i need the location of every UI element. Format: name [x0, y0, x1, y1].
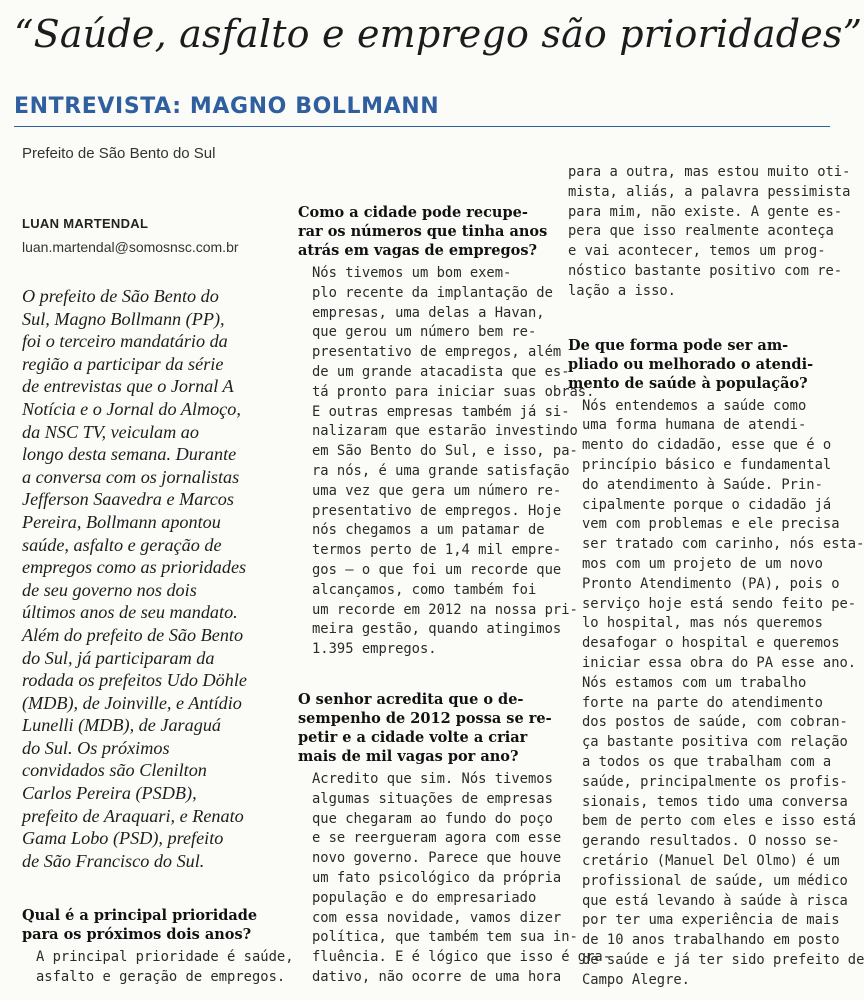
answer-3	[298, 770, 612, 988]
text-line: região a participar da série	[22, 353, 224, 374]
answer-3-continued	[568, 163, 851, 302]
text-line: gos – o que foi um recorde que	[312, 561, 562, 578]
text-line: sionais, temos tido uma conversa	[582, 793, 848, 810]
text-line: mento do cidadão, esse que é o	[582, 437, 832, 454]
text-line: saúde, asfalto e geração de	[22, 534, 222, 555]
text-line: mista, aliás, a palavra pessimista	[568, 183, 851, 200]
text-line: desafogar o hospital e queremos	[582, 635, 840, 652]
text-line: presentativo de empregos. Hoje	[312, 502, 562, 519]
text-line: Além do prefeito de São Bento	[22, 624, 244, 645]
text-line: serviço hoje está sendo feito pe-	[582, 595, 857, 612]
text-line: nós chegamos a um patamar de	[312, 522, 545, 539]
text-line: bem de perto com eles e isso está	[582, 813, 857, 830]
text-line: Jefferson Saavedra e Marcos	[22, 489, 234, 510]
text-line: mos com um projeto de um novo	[582, 555, 823, 572]
text-line: rar os números que tinha anos	[298, 223, 548, 240]
text-line: de um grande atacadista que es-	[312, 363, 570, 380]
text-line: mento de saúde à população?	[568, 374, 808, 392]
text-line: empregos como as prioridades	[22, 557, 247, 578]
text-line: para os próximos dois anos?	[22, 926, 252, 944]
text-line: Pereira, Bollmann apontou	[22, 511, 221, 532]
text-line: meira gestão, quando atingimos	[312, 621, 562, 638]
text-line: atrás em vagas de empregos?	[298, 242, 537, 259]
text-line: termos perto de 1,4 mil empre-	[312, 542, 562, 559]
author-email: luan.martendal@somosnsc.com.br	[22, 239, 239, 255]
text-line: do atendimento à Saúde. Prin-	[582, 476, 823, 493]
text-line: plo recente da implantação de	[312, 284, 553, 301]
text-line: dativo, não ocorre de uma hora	[312, 968, 562, 985]
text-line: uma forma humana de atendi-	[582, 417, 807, 434]
text-line: De que forma pode ser am-	[568, 336, 789, 354]
text-line: com essa novidade, vamos dizer	[312, 909, 562, 926]
text-line: a todos os que trabalham com a	[582, 753, 832, 770]
text-line: Lunelli (MDB), de Jaraguá	[22, 715, 222, 736]
text-line: longo desta semana. Durante	[22, 444, 237, 465]
text-line: O prefeito de São Bento do	[22, 286, 219, 306]
text-line: princípio básico e fundamental	[582, 456, 832, 473]
text-line: de saúde e já ter sido prefeito de	[582, 951, 864, 968]
text-line: ser tratado com carinho, nós esta-	[582, 536, 864, 553]
text-line: Nós entendemos a saúde como	[582, 397, 807, 414]
text-line: gerando resultados. O nosso se-	[582, 833, 840, 850]
text-line: de seu governo nos dois	[22, 579, 197, 600]
text-line: Nós estamos com um trabalho	[582, 674, 807, 691]
question-4	[568, 336, 830, 393]
text-line: cipalmente porque o cidadão já	[582, 496, 832, 513]
text-line: população e do empresariado	[312, 889, 537, 906]
text-line: prefeito de Araquari, e Renato	[22, 805, 244, 826]
headline: “Saúde, asfalto e emprego são prioridades”	[14, 12, 863, 56]
text-line: cretário (Manuel Del Olmo) é um	[582, 852, 840, 869]
text-line: (MDB), de Joinville, e Antídio	[22, 692, 242, 713]
text-line: empresas, uma delas a Havan,	[312, 304, 545, 321]
text-line: Notícia e o Jornal do Almoço,	[22, 398, 241, 419]
text-line: tá pronto para iniciar suas obras.	[312, 383, 595, 400]
text-line: que está levando à saúde à risca	[582, 892, 848, 909]
text-line: Pronto Atendimento (PA), pois o	[582, 575, 840, 592]
answer-1	[22, 948, 294, 988]
text-line: mais de mil vagas por ano?	[298, 747, 519, 765]
text-line: de São Francisco do Sul.	[22, 850, 205, 871]
text-line: asfalto e geração de empregos.	[36, 969, 286, 986]
question-2	[298, 203, 550, 260]
text-line: e vai acontecer, temos um prog-	[568, 243, 826, 260]
text-line: algumas situações de empresas	[312, 790, 553, 807]
text-line: lo hospital, mas nós queremos	[582, 615, 823, 632]
text-line: pliado ou melhorado o atendi-	[568, 355, 814, 373]
text-line: um fato psicológico da própria	[312, 869, 562, 886]
interview-kicker: ENTREVISTA: MAGNO BOLLMANN	[14, 94, 440, 119]
text-line: vem com problemas e ele precisa	[582, 516, 840, 533]
text-line: lação a isso.	[568, 282, 676, 299]
text-line: Carlos Pereira (PSDB),	[22, 783, 197, 804]
column-1	[22, 285, 294, 1000]
text-line: de 10 anos trabalhando em posto	[582, 932, 840, 949]
text-line: do Sul. Os próximos	[22, 737, 170, 758]
column-2	[298, 203, 612, 1000]
question-3	[298, 690, 550, 766]
text-line: petir e a cidade volte a criar	[298, 728, 528, 746]
answer-4	[568, 397, 864, 991]
text-line: a conversa com os jornalistas	[22, 466, 240, 487]
text-line: fluência. E é lógico que isso é gra-	[312, 949, 612, 966]
column-3	[568, 163, 864, 1000]
text-line: para mim, não existe. A gente es-	[568, 203, 843, 220]
text-line: sempenho de 2012 possa se re-	[298, 709, 552, 727]
text-line: uma vez que gera um número re-	[312, 482, 562, 499]
text-line: dos postos de saúde, com cobran-	[582, 714, 848, 731]
text-line: convidados são Clenilton	[22, 760, 207, 781]
answer-2	[298, 264, 595, 660]
interviewee-subtitle: Prefeito de São Bento do Sul	[22, 145, 216, 162]
text-line: que gerou um número bem re-	[312, 324, 537, 341]
text-line: forte na parte do atendimento	[582, 694, 823, 711]
text-line: Qual é a principal prioridade	[22, 907, 258, 925]
text-line: últimos anos de seu mandato.	[22, 602, 238, 623]
text-line: política, que também tem sua in-	[312, 929, 578, 946]
intro-paragraph	[22, 285, 274, 872]
text-line: 1.395 empregos.	[312, 641, 437, 658]
text-line: um recorde em 2012 na nossa pri-	[312, 601, 578, 618]
text-line: ça bastante positiva com relação	[582, 734, 848, 751]
text-line: por ter uma experiência de mais	[582, 912, 840, 929]
text-line: e se reergueram agora com esse	[312, 830, 562, 847]
text-line: que chegaram ao fundo do poço	[312, 810, 553, 827]
text-line: presentativo de empregos, além	[312, 344, 562, 361]
text-line: de entrevistas que o Jornal A	[22, 376, 234, 397]
text-line: profissional de saúde, um médico	[582, 872, 848, 889]
text-line: A principal prioridade é saúde,	[36, 949, 294, 966]
text-line: nalizaram que estarão investindo	[312, 423, 578, 440]
text-line: E outras empresas também já si-	[312, 403, 570, 420]
text-line: ra nós, é uma grande satisfação	[312, 462, 570, 479]
text-line: pera que isso realmente aconteça	[568, 223, 834, 240]
text-line: Nós tivemos um bom exem-	[312, 265, 512, 281]
text-line: em São Bento do Sul, e isso, pa-	[312, 443, 578, 460]
text-line: foi o terceiro mandatário da	[22, 331, 228, 352]
text-line: O senhor acredita que o de-	[298, 690, 524, 708]
text-line: Gama Lobo (PSD), prefeito	[22, 828, 224, 849]
text-line: iniciar essa obra do PA esse ano.	[582, 654, 857, 671]
section-rule	[14, 126, 830, 127]
text-line: Campo Alegre.	[582, 971, 690, 988]
text-line: Acredito que sim. Nós tivemos	[312, 770, 553, 787]
question-1	[22, 906, 274, 944]
text-line: rodada os prefeitos Udo Döhle	[22, 670, 247, 691]
text-line: novo governo. Parece que houve	[312, 850, 562, 867]
text-line: alcançamos, como também foi	[312, 581, 537, 598]
text-line: saúde, principalmente os profis-	[582, 773, 848, 790]
text-line: Sul, Magno Bollmann (PP),	[22, 308, 225, 329]
text-line: para a outra, mas estou muito oti-	[568, 164, 851, 180]
text-line: da NSC TV, veiculam ao	[22, 421, 199, 442]
author-byline: LUAN MARTENDAL	[22, 216, 149, 231]
text-line: Como a cidade pode recupe-	[298, 204, 528, 221]
text-line: nóstico bastante positivo com re-	[568, 262, 843, 279]
text-line: do Sul, já participaram da	[22, 647, 215, 668]
